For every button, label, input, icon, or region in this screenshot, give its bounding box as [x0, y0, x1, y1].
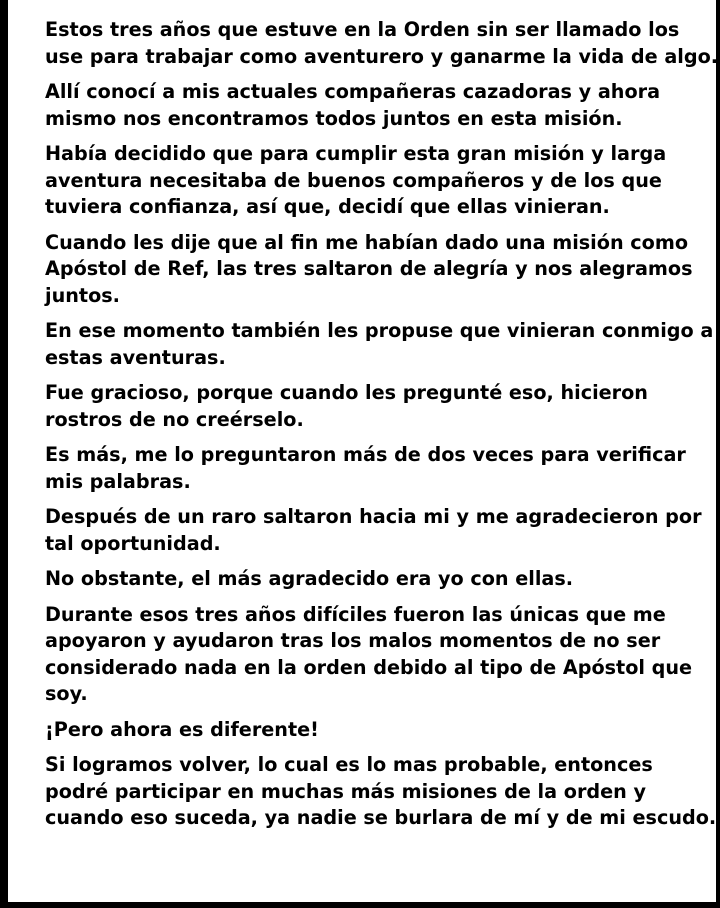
text-line: considerado nada en la orden debido al tipo de Apóstol que: [45, 655, 693, 679]
text-line: Si logramos volver, lo cual es lo mas probable, entonces: [45, 753, 653, 776]
text-line: mis palabras.: [45, 469, 191, 493]
paragraph-9: [45, 566, 685, 593]
text-line: En ese momento también les propuse que vinieran conmigo a: [45, 319, 714, 342]
text-line: Estos tres años que estuve en la Orden sin ser llamado los: [45, 18, 680, 41]
text-line: podré participar en muchas más misiones de la orden y: [45, 779, 647, 803]
text-line: apoyaron y ayudaron tras los malos momentos de no ser: [45, 629, 661, 652]
paragraph-10: [45, 602, 693, 708]
paragraph-7: [45, 442, 685, 495]
document-page: [8, 0, 719, 902]
text-line: Había decidido que para cumplir esta gran misión y larga: [45, 142, 667, 165]
text-line: ¡Pero ahora es diferente!: [45, 717, 319, 741]
paragraph-11: [45, 717, 685, 744]
text-line: No obstante, el más agradecido era yo con ellas.: [45, 567, 574, 590]
paragraph-6: [45, 380, 685, 433]
text-line: Cuando les dije que al fin me habían dado una misión como: [45, 230, 689, 254]
paragraph-3: [45, 141, 685, 221]
paragraph-8: [45, 504, 702, 557]
text-line: aventura necesitaba de buenos compañeros y de los que: [45, 168, 662, 192]
paragraph-2: [45, 79, 685, 132]
text-line: cuando eso suceda, ya nadie se burlara de mí y de mi escudo.: [45, 806, 717, 829]
text-line: estas aventuras.: [45, 345, 226, 369]
text-line: Fue gracioso, porque cuando les pregunté eso, hicieron: [45, 381, 648, 404]
text-line: juntos.: [45, 283, 120, 307]
paragraph-5: [45, 318, 714, 371]
text-line: soy.: [45, 682, 88, 705]
text-line: Apóstol de Ref, las tres saltaron de alegría y nos alegramos: [45, 257, 693, 280]
paragraph-4: [45, 230, 693, 310]
paragraph-1: [45, 17, 719, 70]
text-line: tuviera confianza, así que, decidí que ellas vinieran.: [45, 195, 610, 218]
text-line: rostros de no creérselo.: [45, 407, 304, 431]
text-line: mismo nos encontramos todos juntos en esta misión.: [45, 106, 623, 130]
text-line: Durante esos tres años difíciles fueron las únicas que me: [45, 602, 666, 626]
document-body: [45, 17, 719, 841]
text-line: tal oportunidad.: [45, 531, 221, 555]
text-line: Después de un raro saltaron hacia mi y me agradecieron por: [45, 505, 702, 528]
paragraph-12: [45, 752, 717, 832]
text-line: use para trabajar como aventurero y ganarme la vida de algo.: [45, 44, 719, 68]
text-line: Allí conocí a mis actuales compañeras cazadoras y ahora: [45, 80, 661, 103]
text-line: Es más, me lo preguntaron más de dos veces para verificar: [45, 443, 686, 466]
